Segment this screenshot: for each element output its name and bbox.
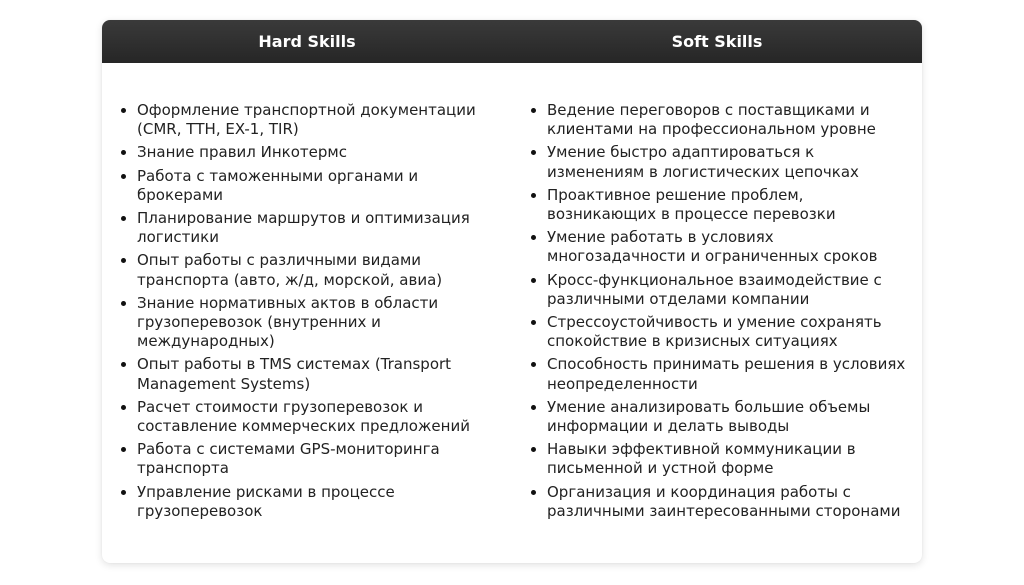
list-item: • Планирование маршрутов и оптимизация логистики xyxy=(137,209,502,247)
list-item: • Умение анализировать большие объемы информации и делать выводы xyxy=(547,398,912,436)
list-item: • Организация и координация работы с различными заинтересованными сторонами xyxy=(547,483,912,521)
soft-skills-column xyxy=(512,63,922,563)
list-item: • Кросс-функциональное взаимодействие с различными отделами компании xyxy=(547,271,912,309)
list-item: • Опыт работы с различными видами транспорта (авто, ж/д, морской, авиа) xyxy=(137,251,502,289)
list-item: • Опыт работы в TMS системах (Transport Management Systems) xyxy=(137,355,502,393)
list-item: • Ведение переговоров с поставщиками и клиентами на профессиональном уровне xyxy=(547,101,912,139)
table-body xyxy=(102,63,922,563)
soft-skills-heading: Soft Skills xyxy=(671,32,763,51)
list-item: • Знание нормативных актов в области грузоперевозок (внутренних и международных) xyxy=(137,294,502,352)
list-item: • Стрессоустойчивость и умение сохранять спокойствие в кризисных ситуациях xyxy=(547,313,912,351)
list-item: • Работа с таможенными органами и брокерами xyxy=(137,167,502,205)
skills-table xyxy=(102,20,922,563)
list-item: • Способность принимать решения в условиях неопределенности xyxy=(547,355,912,393)
hard-skills-list xyxy=(118,101,502,525)
list-item: • Умение быстро адаптироваться к изменениям в логистических цепочках xyxy=(547,143,912,181)
list-item: • Работа с системами GPS-мониторинга транспорта xyxy=(137,440,502,478)
table-header xyxy=(102,20,922,63)
list-item: • Расчет стоимости грузоперевозок и составление коммерческих предложений xyxy=(137,398,502,436)
hard-skills-column xyxy=(102,63,512,563)
list-item: • Знание правил Инкотермс xyxy=(137,143,502,162)
soft-skills-list xyxy=(528,101,912,525)
list-item: • Навыки эффективной коммуникации в письменной и устной форме xyxy=(547,440,912,478)
list-item: • Умение работать в условиях многозадачности и ограниченных сроков xyxy=(547,228,912,266)
hard-skills-heading: Hard Skills xyxy=(258,32,356,51)
list-item: • Оформление транспортной документации (CMR, ТТН, EX-1, TIR) xyxy=(137,101,502,139)
list-item: • Управление рисками в процессе грузоперевозок xyxy=(137,483,502,521)
list-item: • Проактивное решение проблем, возникающих в процессе перевозки xyxy=(547,186,912,224)
